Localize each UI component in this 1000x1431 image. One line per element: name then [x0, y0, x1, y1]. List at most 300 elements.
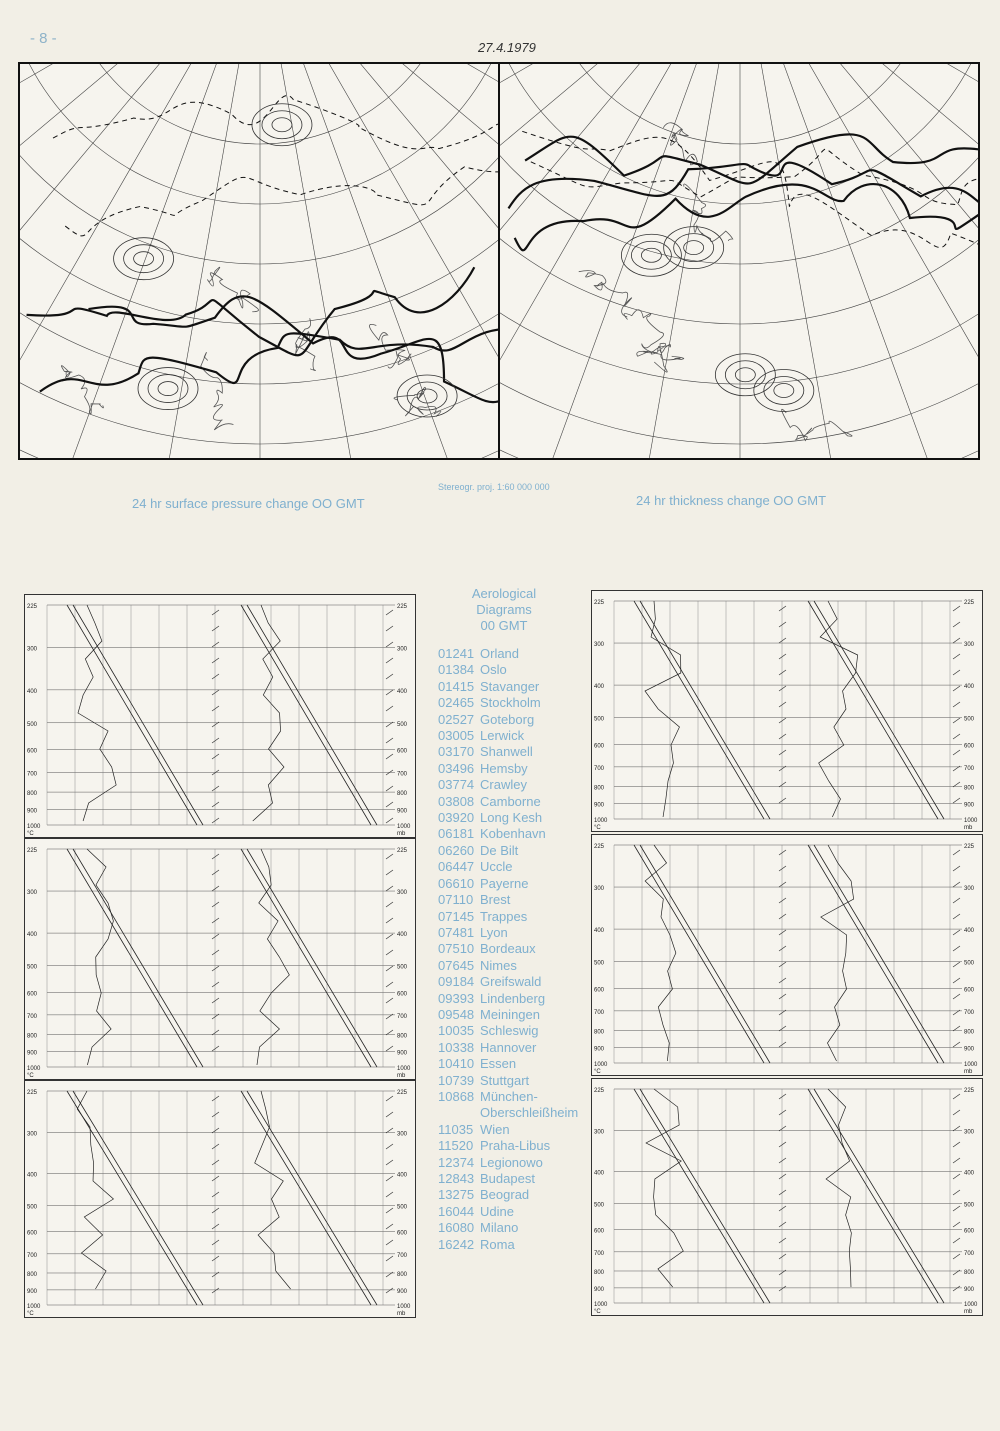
dewpoint-profile — [257, 849, 289, 1065]
pressure-label: 800 — [594, 1029, 605, 1036]
pressure-label: 300 — [397, 646, 408, 653]
wind-barb — [779, 1110, 786, 1115]
wind-barb — [953, 962, 960, 967]
pressure-label: 900 — [27, 1050, 38, 1057]
station-name: Stuttgart — [480, 1072, 530, 1088]
wind-barb — [953, 718, 960, 723]
wind-barb — [386, 1240, 393, 1245]
pressure-label: 600 — [964, 987, 975, 994]
wind-barb — [212, 886, 219, 891]
meridian — [740, 64, 978, 394]
wind-barb — [386, 934, 393, 939]
station-entry — [438, 1040, 588, 1056]
pressure-label: 600 — [397, 748, 408, 755]
station-code: 02465 — [438, 695, 475, 711]
coastline — [61, 366, 103, 415]
station-entry — [438, 679, 588, 695]
station-code: 03170 — [438, 744, 475, 760]
unit-label: °C — [594, 1309, 601, 1315]
parallel — [500, 64, 978, 444]
station-entry — [438, 1105, 588, 1121]
station-name: Meiningen — [480, 1006, 540, 1022]
coastline — [637, 343, 671, 372]
coastline — [296, 318, 316, 370]
pressure-label: 1000 — [594, 1062, 608, 1068]
wind-barb — [779, 1238, 786, 1243]
station-code: 03920 — [438, 810, 475, 826]
station-entry — [438, 695, 588, 711]
station-code: 12843 — [438, 1171, 475, 1186]
pressure-label: 800 — [397, 791, 408, 798]
wind-barb — [779, 638, 786, 643]
wind-barb — [779, 1190, 786, 1195]
pressure-label: 1000 — [964, 1302, 978, 1308]
pressure-label: 900 — [964, 1046, 975, 1053]
station-entry — [438, 1155, 588, 1171]
parallel — [500, 64, 978, 458]
wind-barb — [953, 914, 960, 919]
meridian — [740, 64, 978, 458]
wind-barb — [212, 1176, 219, 1181]
wind-barb — [386, 754, 393, 759]
diagram-grid — [594, 1088, 978, 1315]
wind-barb — [212, 754, 219, 759]
wind-barb — [953, 1142, 960, 1147]
pressure-label: 225 — [964, 844, 975, 850]
pressure-label: 600 — [27, 1230, 38, 1237]
parallel — [20, 64, 498, 264]
pressure-label: 500 — [27, 1204, 38, 1211]
wind-barb — [212, 738, 219, 743]
pressure-label: 900 — [594, 1286, 605, 1293]
pressure-label: 500 — [964, 716, 975, 723]
wind-barb — [779, 850, 786, 855]
pressure-label: 700 — [594, 1250, 605, 1257]
aerological-diagram — [591, 590, 983, 832]
station-code: 13275 — [438, 1187, 475, 1203]
pressure-label: 400 — [27, 688, 38, 695]
wind-barb — [779, 994, 786, 999]
wind-barb — [212, 1288, 219, 1293]
pressure-label: 400 — [397, 932, 408, 939]
wind-barb — [386, 918, 393, 923]
aerological-legend — [420, 586, 588, 1253]
meridian — [500, 64, 740, 458]
wind-barb — [386, 642, 393, 647]
pressure-label: 300 — [27, 646, 38, 653]
station-name: Oslo — [480, 662, 507, 678]
wind-barb — [386, 854, 393, 859]
pressure-label: 1000 — [964, 1062, 978, 1068]
meridian — [20, 64, 260, 294]
isoline — [522, 131, 978, 253]
wind-barb — [953, 1286, 960, 1291]
station-name: Praha-Libus — [480, 1138, 551, 1154]
station-name: Stockholm — [480, 695, 541, 711]
station-entry — [438, 1138, 588, 1154]
parallel — [500, 64, 978, 324]
diagram-grid — [27, 1090, 411, 1317]
dewpoint-profile — [77, 1091, 113, 1289]
wind-barb — [953, 1094, 960, 1099]
wind-barb — [212, 982, 219, 987]
aerological-diagram — [24, 1080, 416, 1318]
diagram-grid — [594, 844, 978, 1075]
pressure-label: 400 — [27, 1172, 38, 1179]
wind-barb — [386, 950, 393, 955]
pressure-label: 500 — [397, 721, 408, 728]
coastline — [207, 267, 258, 312]
station-name: Roma — [480, 1236, 515, 1252]
unit-label: mb — [964, 1309, 973, 1315]
pressure-label: 300 — [397, 890, 408, 897]
aerological-diagram — [591, 834, 983, 1076]
station-name: Wien — [480, 1121, 510, 1137]
isoline-center — [148, 375, 188, 403]
pressure-label: 800 — [964, 785, 975, 792]
station-entry — [438, 1237, 588, 1253]
pressure-label: 1000 — [397, 824, 411, 830]
isoline-center — [754, 369, 814, 411]
isoline — [525, 128, 978, 183]
isoline — [515, 184, 978, 250]
wind-barb — [386, 1160, 393, 1165]
wind-barb — [386, 1096, 393, 1101]
station-entry — [438, 646, 588, 662]
station-code: 07145 — [438, 908, 475, 924]
wind-barb — [212, 626, 219, 631]
wind-barb — [779, 1174, 786, 1179]
pressure-label: 700 — [397, 1252, 408, 1259]
wind-barb — [953, 734, 960, 739]
pressure-label: 225 — [594, 1088, 605, 1094]
pressure-label: 400 — [27, 932, 38, 939]
station-code: 10868 — [438, 1088, 475, 1104]
wind-barb — [953, 930, 960, 935]
station-name: Camborne — [480, 793, 541, 809]
pressure-label: 400 — [594, 928, 605, 935]
wind-barb — [386, 786, 393, 791]
station-code: 07510 — [438, 941, 475, 957]
unit-label: mb — [397, 831, 406, 837]
station-code: 11035 — [438, 1121, 474, 1137]
pressure-label: 500 — [27, 964, 38, 971]
wind-barb — [953, 850, 960, 855]
station-code: 09548 — [438, 1006, 475, 1022]
pressure-label: 225 — [397, 604, 408, 610]
unit-label: mb — [964, 1069, 973, 1075]
legend-title-2: Diagrams — [476, 602, 532, 617]
isoline-center — [407, 382, 447, 410]
wind-barb — [779, 622, 786, 627]
coastline — [394, 387, 441, 416]
meridian — [20, 64, 260, 458]
wind-barb — [779, 1286, 786, 1291]
isoline-center — [641, 248, 661, 262]
pressure-label: 400 — [964, 684, 975, 691]
unit-label: mb — [397, 1073, 406, 1079]
pressure-label: 1000 — [397, 1066, 411, 1072]
pressure-label: 800 — [27, 1033, 38, 1040]
pressure-label: 225 — [594, 844, 605, 850]
wind-barb — [212, 918, 219, 923]
station-entry — [438, 1023, 588, 1039]
pressure-label: 800 — [397, 1271, 408, 1278]
dewpoint-profile — [78, 605, 116, 821]
station-code: 09184 — [438, 974, 475, 990]
station-name: De Bilt — [480, 842, 519, 858]
dewpoint-profile — [645, 601, 681, 817]
isoline-center — [774, 383, 794, 397]
station-entry — [438, 1122, 588, 1138]
isoline-center — [664, 227, 724, 269]
wind-barb — [386, 982, 393, 987]
wind-barb — [212, 818, 219, 823]
wind-barb — [779, 750, 786, 755]
wind-barb — [953, 946, 960, 951]
station-entry — [438, 974, 588, 990]
wind-barb — [779, 654, 786, 659]
pressure-label: 900 — [397, 808, 408, 815]
wind-barb — [953, 1238, 960, 1243]
pressure-label: 400 — [397, 688, 408, 695]
pressure-label: 900 — [594, 802, 605, 809]
wind-barb — [212, 966, 219, 971]
station-name: Orland — [480, 646, 520, 661]
pressure-label: 700 — [964, 765, 975, 772]
meridian — [260, 64, 498, 458]
wind-barb — [953, 1206, 960, 1211]
station-name: Crawley — [480, 777, 527, 793]
station-name: Greifswald — [480, 974, 542, 990]
aerological-diagram — [24, 838, 416, 1080]
pressure-label: 1000 — [594, 1302, 608, 1308]
pressure-label: 225 — [397, 1090, 408, 1096]
pressure-label: 600 — [594, 743, 605, 750]
pressure-label: 900 — [397, 1050, 408, 1057]
wind-barb — [212, 1256, 219, 1261]
wind-barb — [212, 658, 219, 663]
station-entry — [438, 1073, 588, 1089]
right-map-caption: 24 hr thickness change OO GMT — [636, 493, 827, 508]
legend-title-3: 00 GMT — [480, 618, 528, 633]
station-code: 06181 — [438, 826, 475, 842]
pressure-label: 700 — [964, 1009, 975, 1016]
station-name: Budapest — [480, 1171, 535, 1186]
meridian — [740, 64, 978, 294]
station-entry — [438, 662, 588, 678]
isoline-center — [158, 382, 178, 396]
station-name: Lindenberg — [480, 990, 546, 1006]
station-code: 06447 — [438, 859, 475, 875]
station-entry — [438, 1220, 588, 1236]
meridian — [501, 64, 740, 458]
unit-label: °C — [27, 1311, 34, 1317]
legend-title-1: Aerological — [471, 586, 537, 601]
wind-barb — [779, 606, 786, 611]
left-map-caption: 24 hr surface pressure change OO GMT — [132, 496, 365, 511]
aerological-diagram — [591, 1078, 983, 1316]
wind-barb — [953, 606, 960, 611]
wind-barb — [779, 866, 786, 871]
diagram-grid — [27, 604, 411, 837]
pressure-label: 800 — [594, 1269, 605, 1276]
meridian — [500, 64, 740, 458]
pressure-label: 700 — [27, 771, 38, 778]
pressure-label: 600 — [27, 991, 38, 998]
wind-barb — [386, 706, 393, 711]
pressure-label: 600 — [594, 1228, 605, 1235]
pressure-label: 300 — [27, 1131, 38, 1138]
isoline-center — [262, 111, 302, 139]
station-name: Nimes — [480, 957, 517, 973]
station-entry — [438, 1056, 588, 1072]
wind-barb — [779, 798, 786, 803]
diagram-grid — [594, 600, 978, 831]
station-name: Oberschleißheim — [480, 1105, 579, 1121]
pressure-label: 300 — [964, 642, 975, 649]
pressure-label: 800 — [594, 785, 605, 792]
parallel — [20, 64, 498, 458]
diagram-grid — [27, 848, 411, 1079]
pressure-label: 800 — [964, 1029, 975, 1036]
pressure-label: 600 — [594, 987, 605, 994]
pressure-label: 800 — [27, 1271, 38, 1278]
wind-barb — [779, 962, 786, 967]
wind-barb — [212, 674, 219, 679]
meridian — [260, 64, 498, 183]
pressure-label: 1000 — [27, 1066, 41, 1072]
dewpoint-profile — [253, 605, 284, 821]
station-entry — [438, 1187, 588, 1203]
wind-barb — [779, 1158, 786, 1163]
isoline-center — [715, 354, 775, 396]
parallel — [500, 64, 978, 384]
wind-barb — [212, 950, 219, 955]
isoline-center — [725, 361, 765, 389]
unit-label: °C — [594, 825, 601, 831]
station-code: 03496 — [438, 760, 475, 776]
station-code: 03005 — [438, 728, 475, 744]
wind-barb — [386, 658, 393, 663]
wind-barb — [386, 674, 393, 679]
wind-barb — [386, 870, 393, 875]
unit-label: °C — [594, 1069, 601, 1075]
dewpoint-profile — [826, 1089, 851, 1287]
station-name: Trappes — [480, 908, 528, 924]
pressure-label: 300 — [594, 886, 605, 893]
wind-barb — [386, 998, 393, 1003]
pressure-label: 500 — [964, 1202, 975, 1209]
pressure-label: 700 — [397, 771, 408, 778]
pressure-label: 600 — [964, 743, 975, 750]
wind-barb — [779, 930, 786, 935]
parallel — [20, 64, 498, 444]
wind-barb — [212, 610, 219, 615]
pressure-label: 1000 — [27, 1304, 41, 1310]
meridian — [740, 64, 978, 458]
wind-barb — [386, 626, 393, 631]
meridian — [20, 64, 260, 394]
wind-barb — [212, 706, 219, 711]
page-date: 27.4.1979 — [478, 40, 536, 55]
meridian — [20, 64, 260, 458]
pressure-label: 400 — [594, 684, 605, 691]
wind-barb — [953, 638, 960, 643]
station-name: Hannover — [480, 1039, 537, 1055]
station-code: 10410 — [438, 1056, 475, 1072]
station-name: Bordeaux — [480, 941, 536, 957]
meridian — [260, 64, 498, 458]
isoline-center — [735, 368, 755, 382]
station-code: 11520 — [438, 1138, 474, 1154]
wind-barb — [779, 898, 786, 903]
station-name: Schleswig — [480, 1023, 539, 1039]
wind-barb — [953, 702, 960, 707]
station-entry — [438, 794, 588, 810]
map-linework — [500, 64, 978, 458]
station-name: Stavanger — [480, 678, 540, 694]
wind-barb — [953, 898, 960, 903]
wind-barb — [212, 1096, 219, 1101]
pressure-label: 225 — [594, 600, 605, 606]
station-entry — [438, 958, 588, 974]
station-name: Uccle — [480, 859, 513, 875]
wind-barb — [212, 1192, 219, 1197]
wind-barb — [779, 1042, 786, 1047]
pressure-label: 400 — [397, 1172, 408, 1179]
unit-label: mb — [397, 1311, 406, 1317]
wind-barb — [953, 1254, 960, 1259]
coastline — [624, 310, 684, 360]
pressure-label: 1000 — [964, 818, 978, 824]
meridian — [20, 64, 260, 183]
wind-barb — [212, 1144, 219, 1149]
pressure-label: 300 — [27, 890, 38, 897]
wind-barb — [779, 914, 786, 919]
wind-barb — [386, 902, 393, 907]
pressure-label: 300 — [397, 1131, 408, 1138]
station-code: 03774 — [438, 777, 475, 793]
wind-barb — [386, 610, 393, 615]
pressure-label: 600 — [397, 991, 408, 998]
pressure-label: 600 — [964, 1228, 975, 1235]
station-code: 02527 — [438, 711, 475, 727]
station-entry — [438, 859, 588, 875]
station-code: 16044 — [438, 1203, 475, 1219]
wind-barb — [779, 946, 786, 951]
station-name: Kobenhavn — [480, 826, 546, 842]
wind-barb — [212, 1224, 219, 1229]
pressure-label: 500 — [27, 721, 38, 728]
wind-barb — [779, 1142, 786, 1147]
station-code: 16242 — [438, 1236, 475, 1252]
wind-barb — [779, 882, 786, 887]
wind-barb — [779, 978, 786, 983]
station-name: Lerwick — [480, 728, 525, 744]
station-entry — [438, 941, 588, 957]
isoline — [53, 96, 498, 149]
station-name: Legionowo — [480, 1154, 543, 1170]
station-code: 10338 — [438, 1039, 475, 1055]
station-entry — [438, 826, 588, 842]
station-entry — [438, 991, 588, 1007]
station-entry — [438, 1171, 588, 1187]
isoline — [531, 149, 978, 204]
wind-barb — [212, 1160, 219, 1165]
wind-barb — [386, 1208, 393, 1213]
pressure-label: 800 — [964, 1269, 975, 1276]
